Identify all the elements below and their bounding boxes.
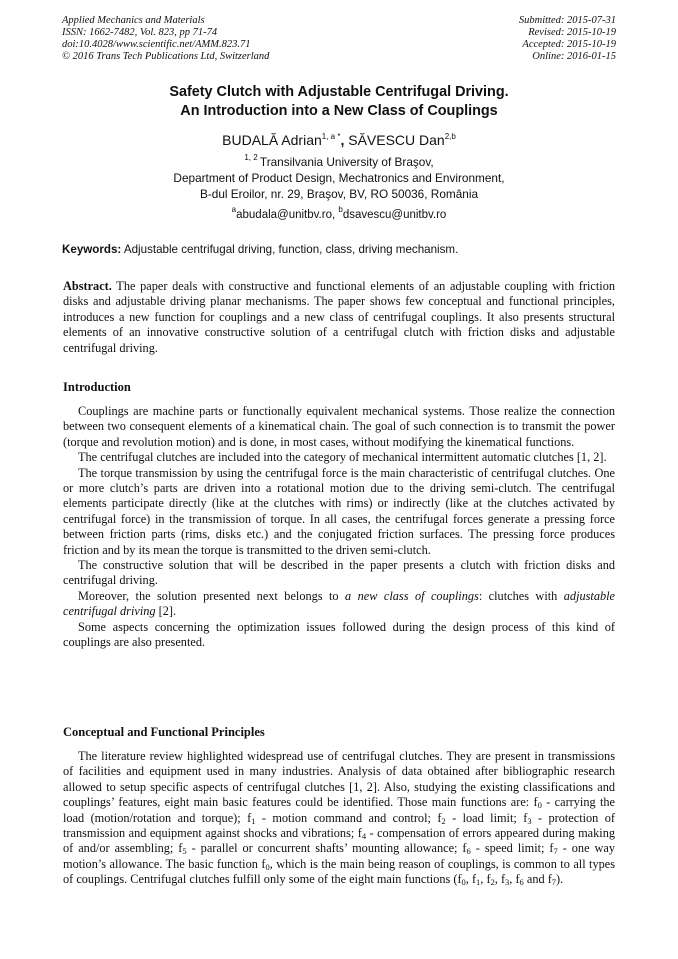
email-b-marker: b [338, 205, 343, 214]
affiliation-address: B-dul Eroilor, nr. 29, Braşov, BV, RO 50036, România [199, 186, 479, 201]
cp-text: - speed limit; f [470, 841, 554, 856]
introduction-heading: Introduction [63, 380, 131, 394]
intro-p5-text-c: [2]. [155, 604, 177, 619]
revised-date: Revised: 2015-10-19 [528, 27, 616, 38]
author-list [62, 131, 616, 149]
abstract-text: The paper deals with constructive and functional elements of an adjustable coupling with friction disks and adjustable driving planar mechanisms. The paper shows few conceptual and functional principles, introduces a new function for couplings and a new class of centrifugal couplings. It also presents structural elements of an innovative constructive solution of a centrifugal clutch with friction disks and adjustable centrifugal driving. [63, 279, 615, 355]
author-2-name: SĂVESCU Dan [348, 132, 445, 148]
affiliation-university: Transilvania University of Braşov, [259, 155, 434, 169]
introduction-section [63, 380, 615, 651]
doi-line: doi:10.4028/www.scientific.net/AMM.823.71 [62, 39, 251, 50]
intro-paragraph-2: The centrifugal clutches are included into the category of mechanical intermittent automatic clutches [1, 2]. [78, 450, 607, 465]
cp-sub: 3 [527, 815, 532, 826]
abstract [63, 279, 615, 356]
cp-text: - one way motion’s allowance. The basic function f [63, 841, 615, 871]
abstract-label: Abstract. [63, 279, 112, 293]
cp-sub: 2 [441, 815, 446, 826]
intro-p5-text-b: : clutches with [478, 588, 564, 603]
cp-text: The literature review highlighted widespread use of centrifugal clutches. They are present in transmissions of facilities and equipment used in many industries. Analysis of data obtained after bibliographic research allowed to setup specific aspects of centrifugal clutches [1, 2]. Also, studying the existing classifications and couplings’ features, eight main basic features could be identified. Those main functions are: f [63, 749, 615, 810]
online-date: Online: 2016-01-15 [532, 51, 616, 62]
conceptual-paragraph-1 [63, 749, 615, 888]
author-1-marker: 1, a * [321, 132, 341, 141]
journal-header-right [519, 15, 616, 63]
intro-paragraph-5 [63, 589, 615, 620]
copyright-line: © 2016 Trans Tech Publications Ltd, Switzerland [62, 51, 270, 62]
issn-line: ISSN: 1662-7482, Vol. 823, pp 71-74 [62, 27, 218, 38]
cp-text: and f [523, 872, 552, 887]
cp-text: - carrying the load (motion/rotation and torque); f [63, 795, 616, 825]
cp-text: - protection of transmission and equipment against shocks and vibrations; f [63, 810, 615, 841]
cp-text: ). [556, 872, 564, 887]
cp-text: - compensation of errors appeared during making of and/or assembling; f [63, 826, 615, 856]
cp-sub: 5 [182, 846, 187, 857]
accepted-date: Accepted: 2015-10-19 [522, 39, 616, 50]
keywords-label: Keywords: [62, 243, 122, 256]
title-line-2: An Introduction into a New Class of Couplings [180, 103, 498, 119]
email-b[interactable]: dsavescu@unitbv.ro [342, 209, 447, 221]
email-a-marker: a [231, 205, 237, 214]
author-2-marker: 2,b [444, 132, 456, 141]
cp-sub: 0 [537, 800, 542, 811]
cp-sub: 1 [476, 877, 481, 888]
affiliation-department: Department of Product Design, Mechatronics and Environment, [173, 170, 505, 185]
cp-text: , f [465, 872, 477, 887]
intro-paragraph-3: The torque transmission by using the centrifugal force is the main characteristic of centrifugal clutches. One or more clutch’s parts are driven into a rotational motion due to the driving semi-clutch. The centrifugal elements participate directly (like at the clutches with rims) or indirectly (like at the clutches activated by centrifugal force) in the transmission of torque. In all cases, the centrifugal forces generate a pressing force between friction parts (rims, disks etc.) and the conjugated friction surfaces. The pressing force produces friction and by its mean the torque is transmitted to the driven semi-clutch. [63, 465, 615, 557]
cp-sub: 3 [505, 877, 510, 888]
cp-text: - parallel or concurrent shafts’ mounting allowance; f [186, 841, 467, 856]
cp-sub: 2 [490, 877, 495, 888]
cp-text: , f [480, 872, 491, 887]
intro-paragraph-1: Couplings are machine parts or functionally equivalent mechanical systems. Those realize the connection between two consequent elements of a kinematical chain. The goal of such connection is to transmit the power (torque and revolution motion) and is done, in most cases, without modifying the kinematical functions. [63, 404, 615, 449]
cp-text: - load limit; f [445, 810, 528, 825]
cp-sub: 7 [553, 846, 558, 857]
keywords [62, 243, 616, 257]
cp-sub: 0 [461, 877, 466, 888]
intro-p5-italic-2: adjustable centrifugal driving [63, 588, 616, 619]
journal-header-left [62, 15, 269, 63]
submitted-date: Submitted: 2015-07-31 [518, 15, 616, 26]
conceptual-section [63, 725, 615, 888]
conceptual-heading: Conceptual and Functional Principles [63, 725, 265, 739]
intro-paragraph-4: The constructive solution that will be described in the paper presents a clutch with friction disks and centrifugal driving. [63, 558, 615, 588]
cp-sub: 4 [361, 831, 367, 842]
cp-sub: 6 [466, 846, 471, 857]
title-line-1: Safety Clutch with Adjustable Centrifugal Driving. [169, 84, 509, 100]
journal-name: Applied Mechanics and Materials [62, 15, 205, 26]
intro-p5-italic-1: a new class of couplings [345, 588, 479, 603]
keywords-text: Adjustable centrifugal driving, function, class, driving mechanism. [121, 243, 459, 256]
affiliation [62, 155, 616, 202]
cp-text: , f [509, 872, 520, 887]
affiliation-marker: 1, 2 [244, 153, 260, 162]
cp-sub: 0 [265, 861, 270, 872]
cp-sub: 7 [551, 877, 557, 888]
intro-paragraph-6: Some aspects concerning the optimization issues followed during the design process of this kind of couplings are also presented. [63, 619, 615, 650]
cp-text: , which is the main being reason of couplings, is common to all types of couplings. Centrifugal clutches fulfill only some of the eight main functions (f [63, 856, 616, 887]
email-separator: , [331, 209, 339, 221]
author-1-name: BUDALĂ Adrian [222, 132, 322, 148]
author-separator: , [340, 132, 349, 148]
cp-text: , f [494, 872, 506, 887]
paper-title [62, 83, 616, 121]
cp-sub: 6 [519, 877, 524, 888]
email-a[interactable]: abudala@unitbv.ro [236, 209, 332, 221]
intro-p5-text-a: Moreover, the solution presented next belongs to [78, 588, 346, 603]
author-emails [62, 205, 616, 222]
cp-text: - motion command and control; f [255, 810, 442, 825]
cp-sub: 1 [251, 815, 256, 826]
